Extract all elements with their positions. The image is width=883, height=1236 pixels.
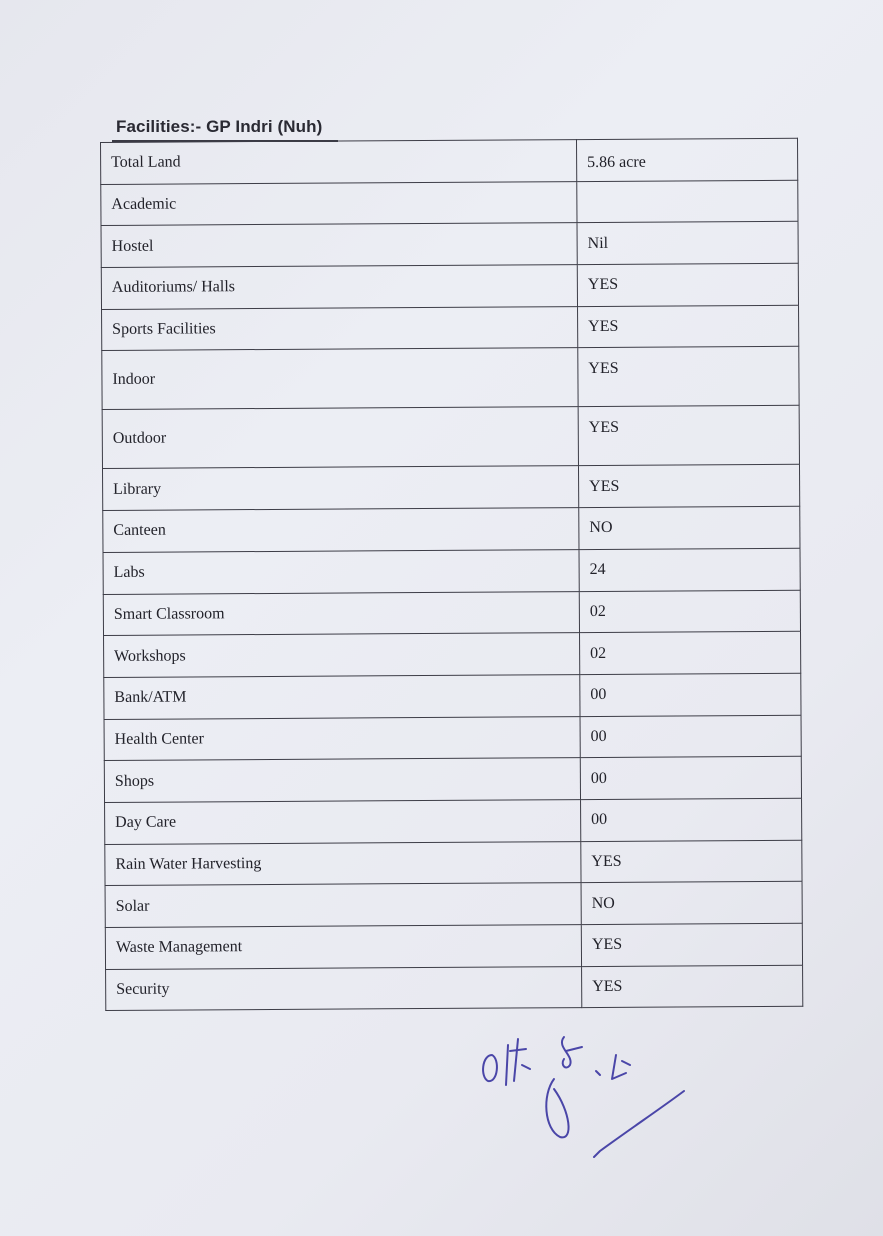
row-label: Bank/ATM [104, 674, 580, 719]
row-value: 00 [580, 715, 801, 758]
table-row [103, 506, 800, 552]
table-row [103, 548, 800, 594]
row-value: YES [578, 406, 799, 466]
table-row [104, 631, 801, 677]
row-value: YES [578, 465, 799, 508]
row-value: Nil [577, 222, 798, 265]
table-row [102, 347, 799, 410]
row-value: YES [578, 347, 799, 407]
row-value: YES [578, 305, 799, 348]
row-label: Solar [105, 883, 581, 928]
row-label: Hostel [101, 223, 577, 268]
facilities-table [100, 138, 803, 1012]
table-row [105, 798, 802, 844]
row-value [577, 180, 798, 223]
table-row [101, 180, 798, 226]
row-value: YES [581, 923, 802, 966]
table-row [104, 756, 801, 802]
row-value: 00 [580, 673, 801, 716]
row-label: Waste Management [105, 925, 581, 970]
handwritten-signature [470, 1025, 700, 1175]
row-value: NO [581, 882, 802, 925]
row-label: Security [106, 966, 582, 1011]
row-label: Auditoriums/ Halls [101, 265, 577, 310]
row-label: Canteen [103, 508, 579, 553]
table-row [105, 840, 802, 886]
row-label: Labs [103, 549, 579, 594]
table-row [102, 465, 799, 511]
table-row [106, 965, 803, 1011]
table-row [104, 715, 801, 761]
row-label: Academic [101, 181, 577, 226]
row-value: 00 [581, 798, 802, 841]
row-label: Total Land [101, 140, 577, 185]
row-value: YES [577, 263, 798, 306]
row-label: Workshops [104, 633, 580, 678]
table-row [101, 138, 798, 184]
row-value: 00 [580, 756, 801, 799]
row-value: YES [581, 840, 802, 883]
row-value: YES [582, 965, 803, 1008]
row-label: Rain Water Harvesting [105, 841, 581, 886]
row-value: 02 [580, 631, 801, 674]
row-label: Day Care [105, 800, 581, 845]
table-row [103, 590, 800, 636]
table-row [101, 263, 798, 309]
table-row [105, 882, 802, 928]
table-row [102, 406, 799, 469]
row-label: Outdoor [102, 407, 578, 469]
table-row [102, 305, 799, 351]
row-label: Library [102, 466, 578, 511]
row-value: NO [579, 506, 800, 549]
table-row [101, 222, 798, 268]
table-row [104, 673, 801, 719]
table-row [105, 923, 802, 969]
row-value: 02 [579, 590, 800, 633]
row-label: Smart Classroom [103, 591, 579, 636]
page-title: Facilities:- GP Indri (Nuh) [116, 117, 323, 136]
row-value: 5.86 acre [576, 138, 797, 181]
row-label: Indoor [102, 348, 578, 410]
row-label: Health Center [104, 716, 580, 761]
row-label: Sports Facilities [102, 306, 578, 351]
row-label: Shops [104, 758, 580, 803]
row-value: 24 [579, 548, 800, 591]
